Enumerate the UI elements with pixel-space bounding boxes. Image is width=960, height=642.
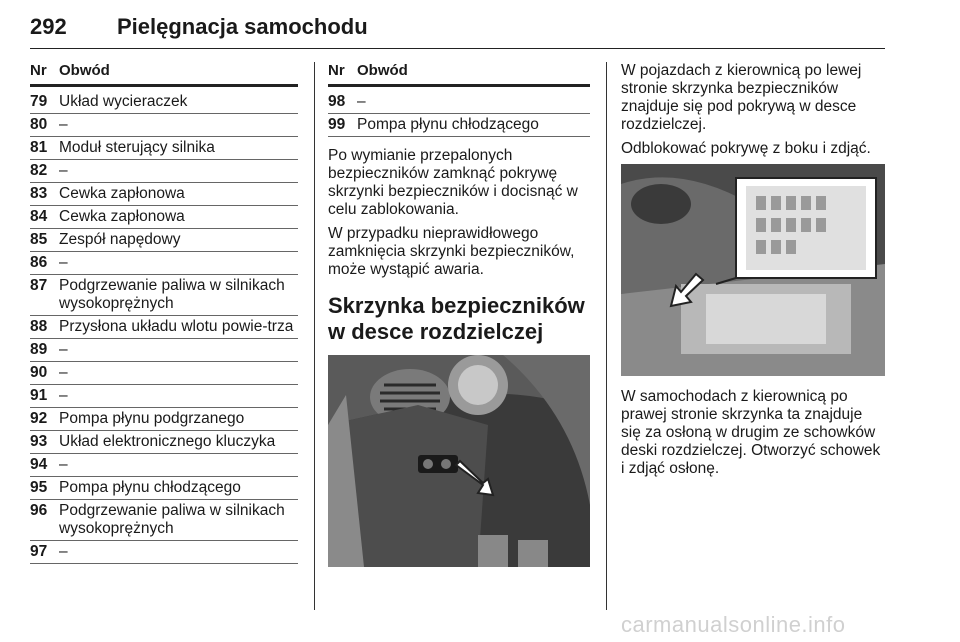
circuit-description: Podgrzewanie paliwa w silnikach wysokoprężnych [59, 502, 285, 537]
section-heading: Skrzynka bezpieczników w desce rozdzielczej [328, 293, 585, 344]
circuit-description: Przysłona układu wlotu powie-trza [59, 318, 294, 335]
circuit-header: Obwód [59, 62, 110, 79]
column-3 [621, 62, 885, 484]
circuit-description: Zespół napędowy [59, 231, 181, 248]
table-row [30, 454, 298, 477]
circuit-description: Pompa płynu podgrzanego [59, 410, 245, 427]
paragraph-right-hand-drive: W samochodach z kierownicą po prawej stronie skrzynka ta znajduje się za osłoną w drugim ze schowków deski rozdzielczej. Otworzyć schowek i zdjąć osłonę. [621, 388, 881, 477]
table-row [30, 252, 298, 275]
table-row [328, 114, 590, 137]
fuse-table-2-rows [328, 91, 590, 137]
page-title: Pielęgnacja samochodu [117, 14, 368, 39]
fuse-table-rows [30, 91, 298, 564]
table-row [30, 431, 298, 454]
circuit-description: – [59, 341, 68, 358]
fuse-table-2-header [328, 62, 590, 87]
fuse-table-header [30, 62, 298, 87]
table-row [30, 229, 298, 252]
nr-header: Nr [328, 62, 345, 79]
fuse-number: 81 [30, 139, 48, 156]
circuit-description: – [59, 364, 68, 381]
circuit-description: – [59, 387, 68, 404]
fuse-number: 98 [328, 93, 346, 110]
column-divider [606, 62, 607, 610]
circuit-description: – [59, 116, 68, 133]
dashboard-fuse-cover-photo [328, 355, 590, 567]
table-row [328, 91, 590, 114]
paragraph-left-hand-drive: W pojazdach z kierownicą po lewej stronie skrzynka bezpieczników znajduje się pod pokrywą w desce rozdzielczej. [621, 62, 862, 133]
fuse-number: 90 [30, 364, 48, 381]
circuit-description: Pompa płynu chłodzącego [357, 116, 539, 133]
glovebox-fuse-panel-photo [621, 164, 885, 376]
column-2 [328, 62, 590, 567]
fuse-number: 86 [30, 254, 48, 271]
page-number: 292 [30, 14, 67, 39]
paragraph-remove-cover: Odblokować pokrywę z boku i zdjąć. [621, 140, 871, 157]
table-row [30, 408, 298, 431]
fuse-number: 80 [30, 116, 48, 133]
fuse-number: 92 [30, 410, 48, 427]
fuse-number: 84 [30, 208, 48, 225]
watermark: carmanualsonline.info [621, 612, 846, 637]
fuse-number: 83 [30, 185, 48, 202]
circuit-description: – [59, 162, 68, 179]
circuit-description: Cewka zapłonowa [59, 208, 185, 225]
fuse-number: 97 [30, 543, 48, 560]
table-row [30, 275, 298, 316]
circuit-description: – [357, 93, 366, 110]
table-row [30, 385, 298, 408]
column-1 [30, 62, 298, 564]
fuse-number: 89 [30, 341, 48, 358]
fuse-number: 85 [30, 231, 48, 248]
circuit-description: Cewka zapłonowa [59, 185, 185, 202]
circuit-description: – [59, 456, 68, 473]
circuit-description: Podgrzewanie paliwa w silnikach wysokoprężnych [59, 277, 285, 312]
circuit-description: Pompa płynu chłodzącego [59, 479, 241, 496]
table-row [30, 160, 298, 183]
table-row [30, 477, 298, 500]
nr-header: Nr [30, 62, 47, 79]
table-row [30, 91, 298, 114]
fuse-number: 82 [30, 162, 48, 179]
circuit-description: Układ elektronicznego kluczyka [59, 433, 276, 450]
circuit-header: Obwód [357, 62, 408, 79]
paragraph-close-cover: Po wymianie przepalonych bezpieczników zamknąć pokrywę skrzynki bezpieczników i docisnąć w celu zablokowania. [328, 147, 578, 218]
table-row [30, 541, 298, 564]
circuit-description: Układ wycieraczek [59, 93, 188, 110]
paragraph-malfunction-warning: W przypadku nieprawidłowego zamknięcia skrzynki bezpieczników, może wystąpić awaria. [328, 225, 575, 278]
table-row [30, 316, 298, 339]
circuit-description: Moduł sterujący silnika [59, 139, 215, 156]
circuit-description: – [59, 543, 68, 560]
column-divider [314, 62, 315, 610]
table-row [30, 137, 298, 160]
fuse-number: 79 [30, 93, 48, 110]
circuit-description: – [59, 254, 68, 271]
table-row [30, 362, 298, 385]
fuse-number: 91 [30, 387, 48, 404]
fuse-number: 95 [30, 479, 48, 496]
fuse-number: 99 [328, 116, 346, 133]
page-header [30, 10, 885, 49]
table-row [30, 500, 298, 541]
table-row [30, 206, 298, 229]
fuse-number: 93 [30, 433, 48, 450]
fuse-number: 96 [30, 502, 48, 519]
table-row [30, 339, 298, 362]
fuse-number: 88 [30, 318, 48, 335]
fuse-number: 94 [30, 456, 48, 473]
table-row [30, 183, 298, 206]
fuse-number: 87 [30, 277, 48, 294]
table-row [30, 114, 298, 137]
